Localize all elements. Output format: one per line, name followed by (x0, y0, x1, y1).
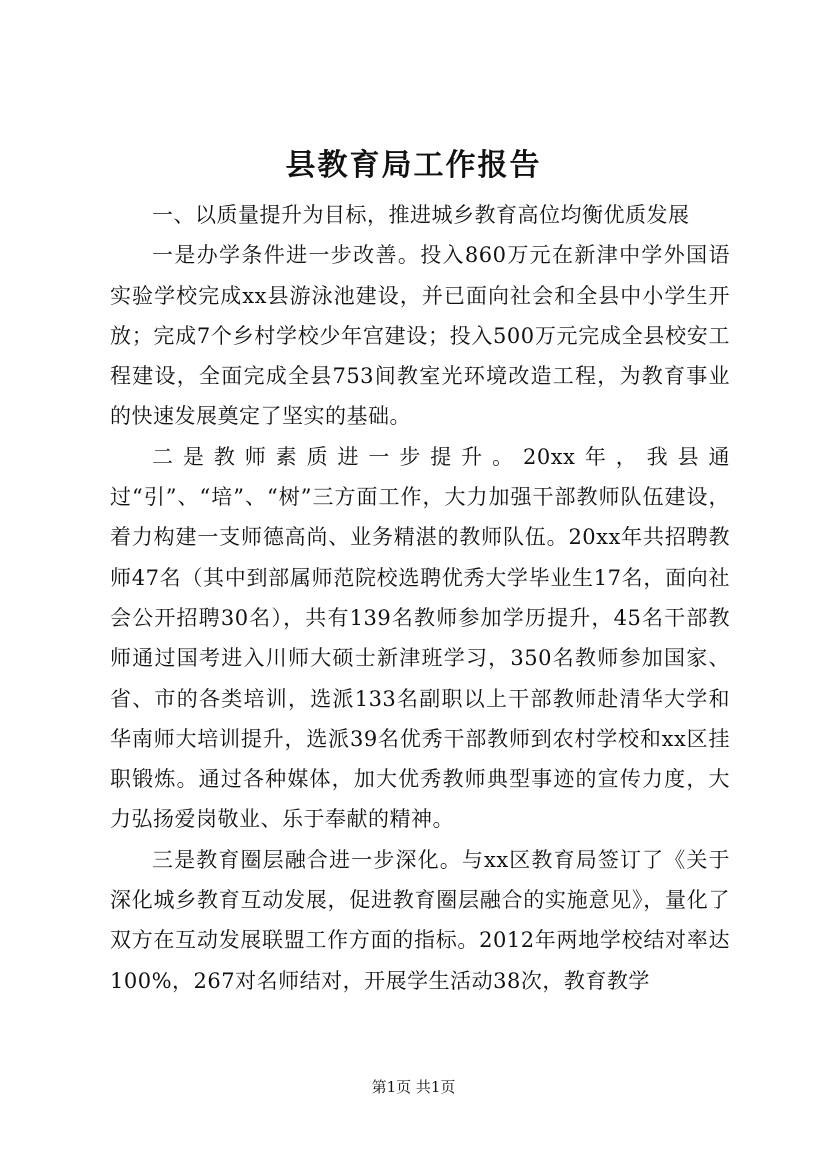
paragraph-teachers: 二是教师素质进一步提升。20xx年，我县通过“引”、“培”、“树”三方面工作，大力加强干部教师队伍建设，着力构建一支师德高尚、业务精湛的教师队伍。20xx年共招聘教师47名（其中到部属师范院校选聘优秀大学毕业生17名，面向社会公开招聘30名），共有139名教师参加学历提升，45名干部教师通过国考进入川师大硕士新津班学习，350名教师参加国家、省、市的各类培训，选派133名副职以上干部教师赴清华大学和华南师大培训提升，选派39名优秀干部教师到农村学校和xx区挂职锻炼。通过各种媒体，加大优秀教师典型事迹的宣传力度，大力弘扬爱岗敬业、乐于奉献的精神。 (110, 444, 730, 832)
document-body (110, 195, 730, 1001)
paragraph-integration: 三是教育圈层融合进一步深化。与xx区教育局签订了《关于深化城乡教育互动发展，促进教育圈层融合的实施意见》，量化了双方在互动发展联盟工作方面的指标。2012年两地学校结对率达100%，267对名师结对，开展学生活动38次，教育教学 (110, 847, 730, 993)
section-heading: 一、以质量提升为目标，推进城乡教育高位均衡优质发展 (151, 203, 690, 227)
page-number-label: 第1页 共1页 (371, 1078, 456, 1096)
page-footer (0, 1077, 827, 1097)
paragraph-facilities: 一是办学条件进一步改善。投入860万元在新津中学外国语实验学校完成xx县游泳池建设，并已面向社会和全县中小学生开放；完成7个乡村学校少年宫建设；投入500万元完成全县校安工程建设，全面完成全县753间教室光环境改造工程，为教育事业的快速发展奠定了坚实的基础。 (110, 243, 730, 429)
document-title: 县教育局工作报告 (285, 148, 542, 183)
